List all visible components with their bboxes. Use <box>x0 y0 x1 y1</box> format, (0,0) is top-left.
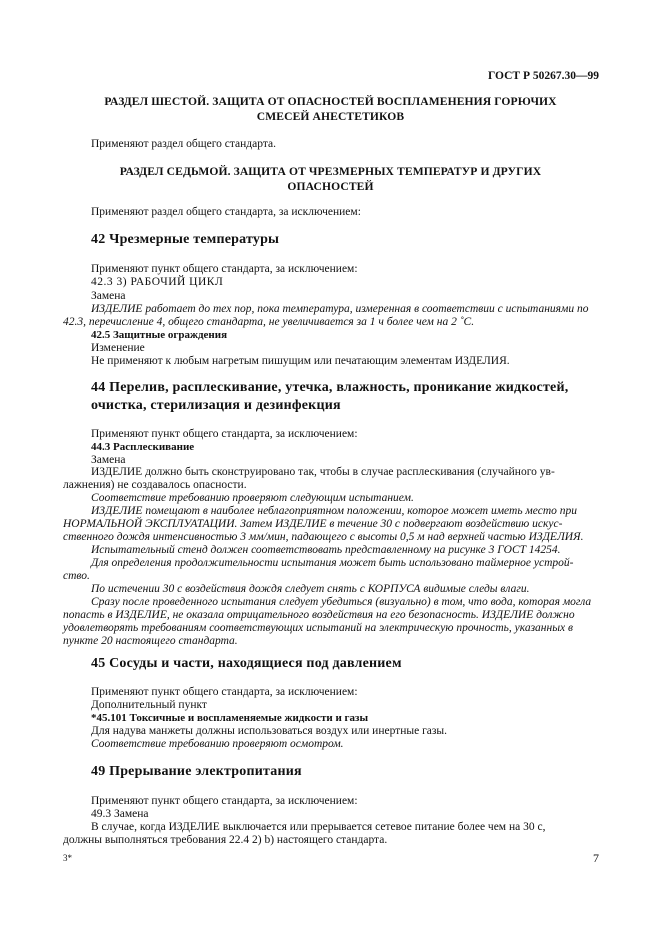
clause49-text-line1: В случае, когда ИЗДЕЛИЕ выключается или прерывается сетевое питание более чем на 30 с, <box>91 821 546 833</box>
clause42-text-line2: 42.3, перечисление 4, общего стандарта, не увеличивается за 1 ч более чем на 2 ˚С. <box>63 316 475 328</box>
clause49-title: 49 Прерывание электропитания <box>91 764 302 779</box>
page-number: 7 <box>593 851 599 865</box>
clause45-title: 45 Сосуды и части, находящиеся под давлением <box>91 656 402 671</box>
clause44-p3-line1: ИЗДЕЛИЕ помещают в наиболее неблагоприятном положении, которое может иметь место при <box>91 505 577 517</box>
clause42-change: Изменение <box>91 342 145 354</box>
clause44-replace: Замена <box>91 454 126 466</box>
section6-title-line2: СМЕСЕЙ АНЕСТЕТИКОВ <box>256 110 405 123</box>
footer-mark: 3* <box>63 853 72 863</box>
section6-text: Применяют раздел общего стандарта. <box>91 138 276 150</box>
clause42-replace: Замена <box>91 290 126 302</box>
clause42-title: 42 Чрезмерные температуры <box>91 232 280 247</box>
clause44-p7-line1: Сразу после проведенного испытания следует убедиться (визуально) в том, что вода, которая могла <box>91 596 592 608</box>
clause44-intro: Применяют пункт общего стандарта, за исключением: <box>91 428 358 440</box>
section7-title-line2: ОПАСНОСТЕЙ <box>287 180 374 193</box>
clause45-add: Дополнительный пункт <box>91 699 207 711</box>
clause44-title-line2: очистка, стерилизация и дезинфекция <box>91 398 341 413</box>
clause42-subtitle: 42.5 Защитные ограждения <box>91 329 228 341</box>
clause44-p7-line2: попасть в ИЗДЕЛИЕ, не оказала отрицательного воздействия на его безопасность. ИЗДЕЛИЕ должно <box>63 609 575 621</box>
clause44-title-line1: 44 Перелив, расплескивание, утечка, влажность, проникание жидкостей, <box>91 380 569 395</box>
clause44-p7-line4: пункте 20 настоящего стандарта. <box>63 635 238 647</box>
clause45-text: Для надува манжеты должны использоваться воздух или инертные газы. <box>91 725 448 737</box>
clause42-intro: Применяют пункт общего стандарта, за исключением: <box>91 263 358 275</box>
clause44-p5-line1: Для определения продолжительности испытания может быть использовано таймерное устрой- <box>91 557 574 569</box>
clause45-subtitle: *45.101 Токсичные и воспламеняемые жидкости и газы <box>91 712 369 724</box>
clause44-p1-line2: лажнения) не создавалось опасности. <box>63 479 247 491</box>
section6-title-line1: РАЗДЕЛ ШЕСТОЙ. ЗАЩИТА ОТ ОПАСНОСТЕЙ ВОСПЛАМЕНЕНИЯ ГОРЮЧИХ <box>104 95 557 108</box>
clause45-intro: Применяют пункт общего стандарта, за исключением: <box>91 686 358 698</box>
clause42-item: 42.3 3) РАБОЧИЙ ЦИКЛ <box>91 276 224 288</box>
clause44-p5-line2: ство. <box>63 570 90 582</box>
standard-number: ГОСТ Р 50267.30—99 <box>488 70 599 82</box>
section7-title-line1: РАЗДЕЛ СЕДЬМОЙ. ЗАЩИТА ОТ ЧРЕЗМЕРНЫХ ТЕМПЕРАТУР И ДРУГИХ <box>119 165 542 178</box>
clause44-p1-line1: ИЗДЕЛИЕ должно быть сконструировано так, чтобы в случае расплескивания (случайного ув- <box>91 466 555 478</box>
clause45-check: Соответствие требованию проверяют осмотром. <box>91 738 344 750</box>
section7-text: Применяют раздел общего стандарта, за исключением: <box>91 206 361 218</box>
clause42-text-line1: ИЗДЕЛИЕ работает до тех пор, пока температура, измеренная в соответствии с испытаниями по <box>91 303 589 315</box>
clause44-p3-line3: ственного дождя интенсивностью 3 мм/мин, падающего с высоты 0,5 м над верхней частью ИЗДЕЛИЯ. <box>63 531 584 543</box>
clause44-p2: Соответствие требованию проверяют следующим испытанием. <box>91 492 414 504</box>
clause49-intro: Применяют пункт общего стандарта, за исключением: <box>91 795 358 807</box>
clause44-subtitle: 44.3 Расплескивание <box>91 441 195 453</box>
clause42-change-text: Не применяют к любым нагретым пишущим или печатающим элементам ИЗДЕЛИЯ. <box>91 355 510 367</box>
clause44-p6: По истечении 30 с воздействия дождя следует снять с КОРПУСА видимые следы влаги. <box>91 583 530 595</box>
clause49-item: 49.3 Замена <box>91 808 149 820</box>
clause44-p7-line3: удовлетворять требованиям соответствующих испытаний на электрическую прочность, указанных в <box>63 622 573 634</box>
clause49-text-line2: должны выполняться требования 22.4 2) b) настоящего стандарта. <box>63 834 388 846</box>
clause44-p4: Испытательный стенд должен соответствовать представленному на рисунке 3 ГОСТ 14254. <box>91 544 561 556</box>
clause44-p3-line2: НОРМАЛЬНОЙ ЭКСПЛУАТАЦИИ. Затем ИЗДЕЛИЕ в течение 30 с подвергают воздействию искус- <box>63 518 563 530</box>
